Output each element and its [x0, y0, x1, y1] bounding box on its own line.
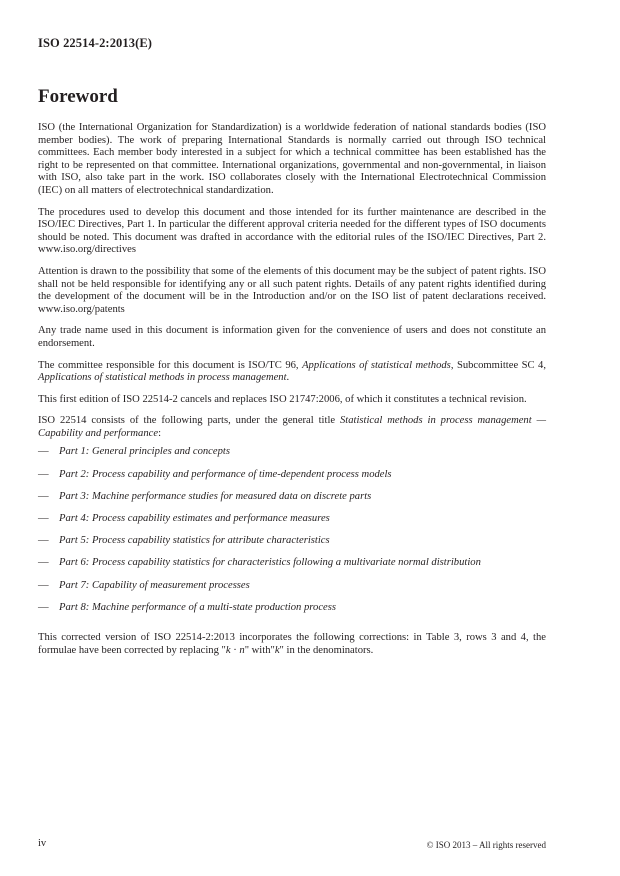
paragraph-corrections: This corrected version of ISO 22514-2:2013 incorporates the following corrections: in Table 3, rows 3 and 4, the formulae have been corrected by replacing "k · n" with"k" in the denominators.	[38, 631, 546, 656]
paragraph-patents: Attention is drawn to the possibility that some of the elements of this document may be the subject of patent rights. ISO shall not be held responsible for identifying any or all such patent rights. Details of any patent rights identified during the development of the document will be in the Introduction and/or on the ISO list of patent declarations received. www.iso.org/patents	[38, 265, 546, 315]
paragraph-parts-intro: ISO 22514 consists of the following parts, under the general title Statistical methods in process management — Capability and performance:	[38, 415, 546, 439]
paragraph-procedures: The procedures used to develop this document and those intended for its further maintenance are described in the ISO/IEC Directives, Part 1. In particular the different approval criteria needed for the different types of ISO documents should be noted. This document was drafted in accordance with the editorial rules of the ISO/IEC Directives, Part 2. www.iso.org/directives	[38, 206, 546, 256]
list-item: — Part 2: Process capability and performance of time-dependent process models	[38, 468, 392, 480]
list-item: — Part 8: Machine performance of a multi-state production process	[38, 601, 336, 613]
document-identifier: ISO 22514-2:2013(E)	[38, 36, 153, 50]
foreword-body	[38, 122, 546, 666]
list-item: — Part 6: Process capability statistics for characteristics following a multivariate normal distribution	[38, 557, 481, 569]
copyright-notice: © ISO 2013 – All rights reserved	[426, 840, 546, 850]
page-title: Foreword	[38, 86, 118, 107]
paragraph-edition: This first edition of ISO 22514-2 cancels and replaces ISO 21747:2006, of which it constitutes a technical revision.	[38, 393, 527, 405]
paragraph-iso-intro: ISO (the International Organization for Standardization) is a worldwide federation of national standards bodies (ISO member bodies). The work of preparing International Standards is normally carried out through ISO technical committees. Each member body interested in a subject for which a technical committee has been established has the right to be represented on that committee. International organizations, governmental and non-governmental, in liaison with ISO, also take part in the work. ISO collaborates closely with the International Electrotechnical Commission (IEC) on all matters of electrotechnical standardization.	[38, 122, 546, 196]
list-item: — Part 4: Process capability estimates and performance measures	[38, 513, 330, 525]
parts-list	[38, 446, 546, 624]
page-number: iv	[38, 838, 47, 849]
list-item: — Part 3: Machine performance studies for measured data on discrete parts	[38, 490, 372, 502]
list-item: — Part 5: Process capability statistics for attribute characteristics	[38, 535, 330, 547]
list-item: — Part 1: General principles and concepts	[38, 446, 230, 458]
list-item: — Part 7: Capability of measurement processes	[38, 579, 250, 591]
paragraph-trade-names: Any trade name used in this document is information given for the convenience of users and does not constitute an endorsement.	[38, 325, 546, 349]
paragraph-committee: The committee responsible for this document is ISO/TC 96, Applications of statistical methods, Subcommittee SC 4, Applications of statistical methods in process management.	[38, 359, 547, 384]
